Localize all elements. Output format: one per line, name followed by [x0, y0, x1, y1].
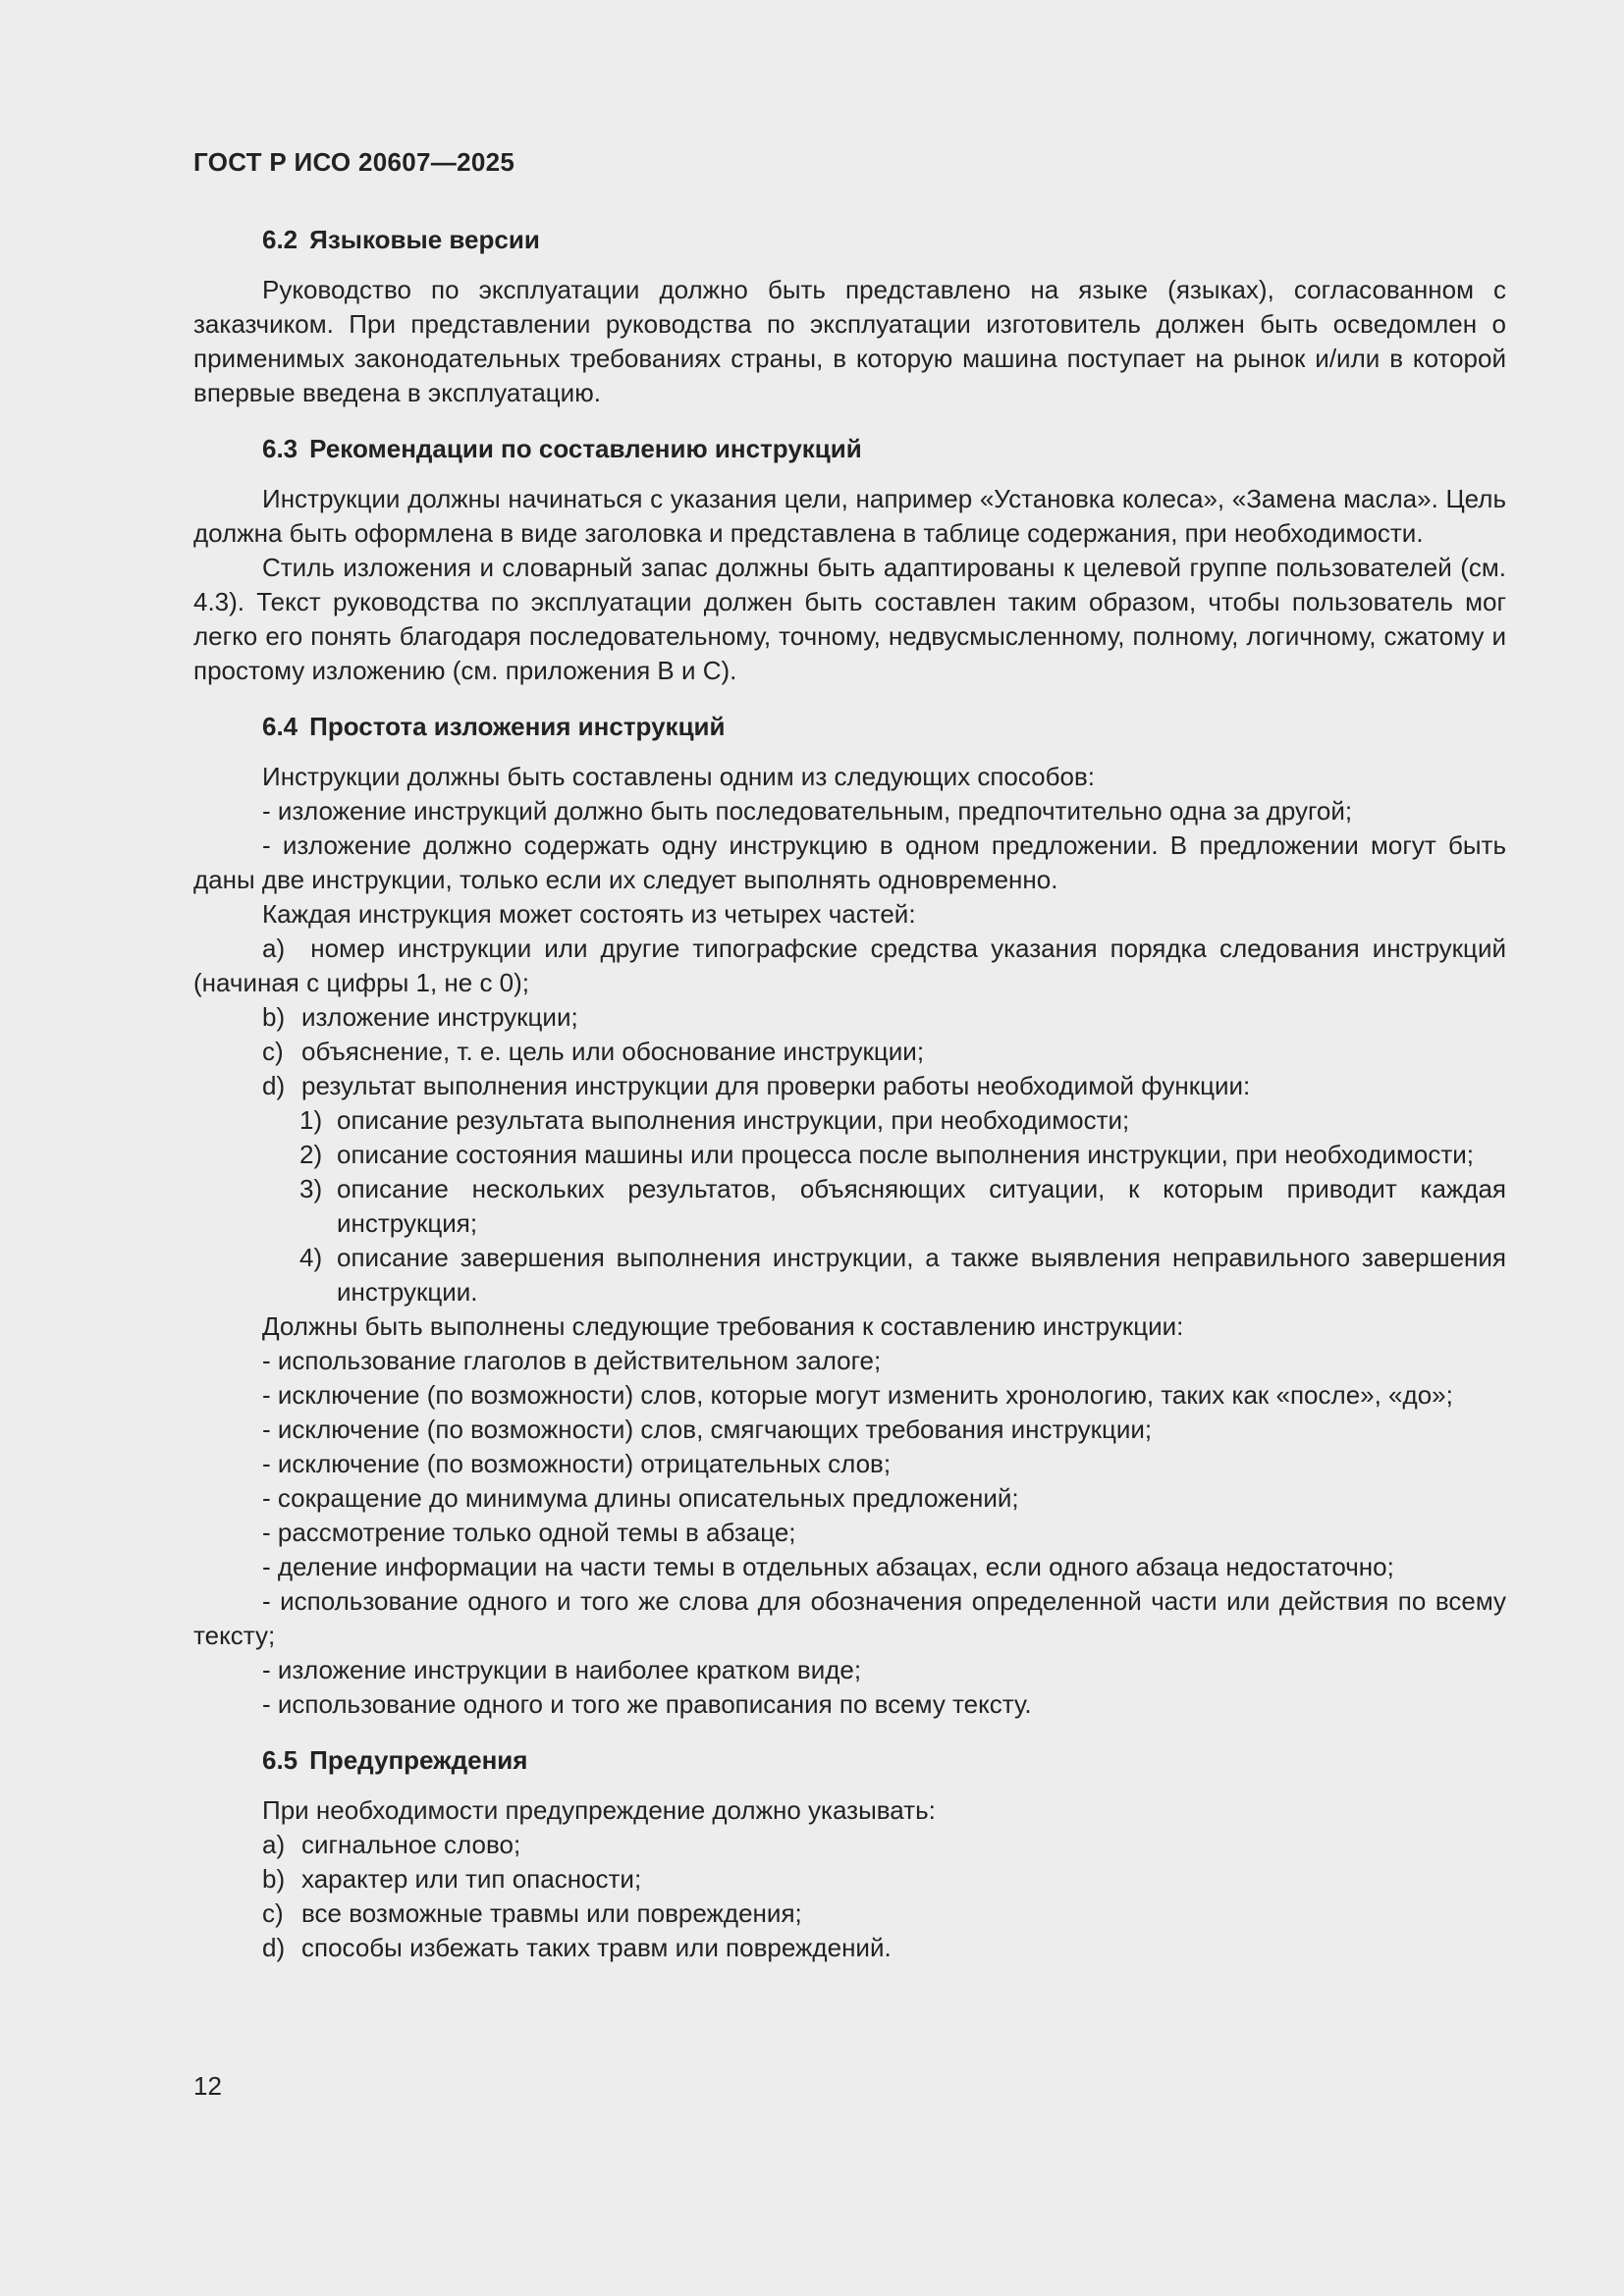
- sub-list-item: [193, 1172, 1506, 1241]
- paragraph: Руководство по эксплуатации должно быть представлено на языке (языках), согласованном с заказчиком. При представлении руководства по эксплуатации изготовитель должен быть осведомлен о применимых законодательных требованиях страны, в которую машина поступает на рынок и/или в которой впервые введена в эксплуатацию.: [193, 275, 1506, 407]
- list-marker: a): [262, 934, 286, 963]
- list-text: все возможные травмы или повреждения;: [301, 1898, 802, 1928]
- dash-item: - сокращение до минимума длины описательных предложений;: [262, 1483, 1019, 1513]
- dash-item: - изложение инструкции в наиболее кратком виде;: [262, 1655, 862, 1684]
- sub-list-item: [193, 1241, 1506, 1309]
- list-item: [193, 1035, 1506, 1069]
- dash-item: - исключение (по возможности) слов, которые могут изменить хронологию, таких как «после», «до»;: [262, 1380, 1453, 1410]
- section-6-3: [193, 432, 1506, 688]
- list-text: сигнальное слово;: [301, 1830, 521, 1859]
- list-marker: c): [262, 1898, 284, 1928]
- paragraph: Каждая инструкция может состоять из четырех частей:: [262, 899, 916, 929]
- dash-item: - исключение (по возможности) отрицательных слов;: [262, 1449, 892, 1478]
- paragraph: При необходимости предупреждение должно указывать:: [262, 1795, 936, 1825]
- list-text: результат выполнения инструкции для проверки работы необходимой функции:: [301, 1071, 1251, 1100]
- section-number: 6.4: [262, 712, 298, 741]
- list-marker: 3): [299, 1174, 323, 1203]
- section-heading: [193, 432, 1506, 466]
- section-number: 6.3: [262, 434, 298, 463]
- list-text: способы избежать таких травм или повреждений.: [301, 1933, 892, 1962]
- list-marker: 4): [299, 1243, 323, 1272]
- section-heading: [193, 1743, 1506, 1778]
- dash-item: - изложение инструкций должно быть последовательным, предпочтительно одна за другой;: [262, 796, 1353, 826]
- list-item: [193, 1862, 1506, 1896]
- standard-code: ГОСТ Р ИСО 20607—2025: [193, 147, 515, 177]
- dash-item: - исключение (по возможности) слов, смягчающих требования инструкции;: [262, 1415, 1153, 1444]
- list-marker: d): [262, 1071, 286, 1100]
- section-title: Языковые версии: [309, 225, 540, 254]
- dash-item: - рассмотрение только одной темы в абзаце;: [262, 1518, 796, 1547]
- section-heading: [193, 710, 1506, 744]
- section-number: 6.2: [262, 225, 298, 254]
- section-title: Простота изложения инструкций: [309, 712, 726, 741]
- list-text: номер инструкции или другие типографские средства указания порядка следования инструкций (начиная с цифры 1, не с 0);: [193, 934, 1506, 997]
- paragraph: Инструкции должны начинаться с указания цели, например «Установка колеса», «Замена масла». Цель должна быть оформлена в виде заголовка и представлена в таблице содержания, при необходимости.: [193, 484, 1506, 548]
- section-heading: [193, 223, 1506, 257]
- section-title: Рекомендации по составлению инструкций: [309, 434, 862, 463]
- list-marker: b): [262, 1002, 286, 1032]
- list-marker: c): [262, 1037, 284, 1066]
- dash-item: - изложение должно содержать одну инструкцию в одном предложении. В предложении могут быть даны две инструкции, только если их следует выполнять одновременно.: [193, 830, 1506, 894]
- dash-item: - деление информации на части темы в отдельных абзацах, если одного абзаца недостаточно;: [262, 1552, 1394, 1581]
- list-item: [193, 1000, 1506, 1035]
- list-item: [193, 1896, 1506, 1931]
- list-text: описание завершения выполнения инструкции, а также выявления неправильного завершения инструкции.: [337, 1243, 1506, 1307]
- list-text: описание состояния машины или процесса после выполнения инструкции, при необходимости;: [337, 1140, 1474, 1169]
- paragraph: Стиль изложения и словарный запас должны быть адаптированы к целевой группе пользователей (см. 4.3). Текст руководства по эксплуатации должен быть составлен таким образом, чтобы пользователь мог легко его понять благодаря последовательному, точному, недвусмысленному, полному, логичному, сжатому и простому изложению (см. приложения В и С).: [193, 553, 1506, 685]
- dash-item: - использование одного и того же правописания по всему тексту.: [262, 1689, 1032, 1719]
- list-marker: 2): [299, 1140, 323, 1169]
- paragraph: Инструкции должны быть составлены одним из следующих способов:: [262, 762, 1096, 791]
- list-text: изложение инструкции;: [301, 1002, 578, 1032]
- list-marker: 1): [299, 1105, 323, 1135]
- list-item: [193, 1069, 1506, 1103]
- list-text: описание результата выполнения инструкции, при необходимости;: [337, 1105, 1130, 1135]
- list-marker: d): [262, 1933, 286, 1962]
- section-6-5: [193, 1743, 1506, 1965]
- dash-item: - использование глаголов в действительном залоге;: [262, 1346, 882, 1375]
- list-text: описание нескольких результатов, объясняющих ситуации, к которым приводит каждая инструкция;: [337, 1174, 1506, 1238]
- section-number: 6.5: [262, 1745, 298, 1775]
- sub-list-item: [193, 1138, 1506, 1172]
- section-6-2: [193, 223, 1506, 410]
- paragraph: Должны быть выполнены следующие требования к составлению инструкции:: [262, 1311, 1184, 1341]
- list-marker: b): [262, 1864, 286, 1894]
- list-item: [193, 932, 1506, 1000]
- sub-list-item: [193, 1103, 1506, 1138]
- page-number: 12: [193, 2071, 222, 2101]
- list-item: [193, 1828, 1506, 1862]
- page-content: [193, 223, 1506, 1987]
- list-text: объяснение, т. е. цель или обоснование инструкции;: [301, 1037, 925, 1066]
- list-item: [193, 1931, 1506, 1965]
- list-marker: a): [262, 1830, 286, 1859]
- section-title: Предупреждения: [309, 1745, 528, 1775]
- section-6-4: [193, 710, 1506, 1722]
- list-text: характер или тип опасности;: [301, 1864, 642, 1894]
- dash-item: - использование одного и того же слова для обозначения определенной части или действия по всему тексту;: [193, 1586, 1506, 1650]
